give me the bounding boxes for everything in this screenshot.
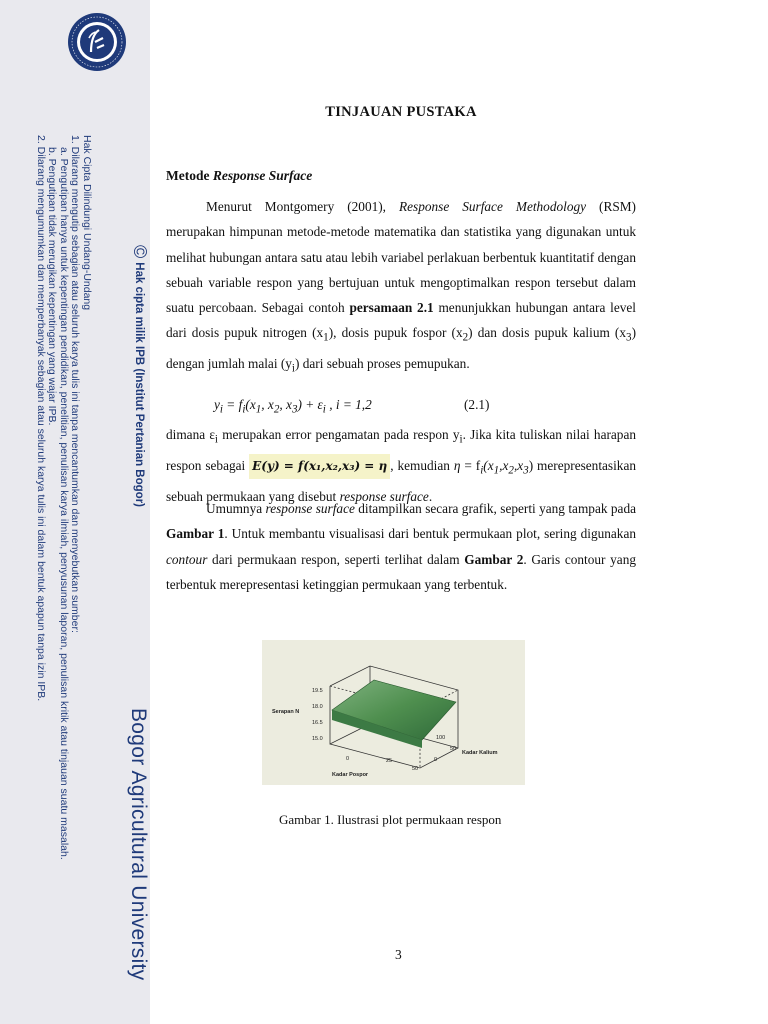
text-italic: contour (166, 551, 208, 567)
z-axis-label: Serapan N (272, 709, 300, 715)
text: , kemudian (390, 457, 454, 473)
text: (RSM) merupakan himpunan metode-metode matematika dan statistika yang digunakan untuk melihat hubungan antara satu atau lebih variabel perlakuan berbentuk kuantitatif dengan sebuah variable respon yang bertujuan untuk mengoptimalkan respon tersebut dalam suatu percobaan. Sebagai contoh (166, 199, 636, 316)
text: Menurut Montgomery (2001), (206, 199, 400, 214)
text: ) dan dosis pupuk kalium (x (468, 325, 627, 341)
watermark-line: b. Pengutipan tidak merugikan kepentingan yang wajar IPB. (46, 147, 59, 426)
text: (x (483, 457, 494, 473)
text: x (517, 457, 524, 473)
y-tick: 100 (436, 735, 446, 741)
text: x (502, 457, 509, 473)
subheading-plain: Metode (166, 168, 213, 183)
eq-part: ) + ε (297, 397, 323, 412)
subsection-heading (166, 168, 312, 184)
eq-part: , x (279, 397, 292, 412)
text: . Untuk membantu visualisasi dari bentuk permukaan plot, sering digunakan (224, 526, 636, 542)
text: ditampilkan secara grafik, seperti yang tampak pada (354, 501, 636, 516)
text: ), dosis pupuk fospor (x (328, 325, 463, 341)
subscript: i (214, 433, 218, 446)
watermark-notice (35, 135, 93, 860)
text: . (428, 488, 433, 504)
x-tick: 25 (386, 758, 393, 764)
y-tick: 0 (434, 757, 438, 763)
watermark-line: Hak Cipta Dilindungi Undang-Undang (81, 135, 93, 311)
text-italic: response surface (265, 501, 355, 516)
watermark-strip (0, 0, 150, 1024)
paragraph-rsm-definition (166, 194, 636, 382)
eq-sub: i (322, 403, 326, 416)
y-tick: 50 (450, 746, 457, 752)
subscript: 3 (626, 332, 632, 345)
ipb-logo-icon (67, 12, 127, 72)
paragraph-graphical-display (166, 496, 636, 597)
subscript: i (459, 433, 463, 446)
paragraph-error-definition: dimana $\varepsilon_i$ merupakan error pengamatan pada respon $y_i$. Jika kita tuliskan nilai harapan respon sebagai E(y) = f(x₁,x₂,x₃) = η , kemudian $\eta = f_i(x_1,x_2,x_3)$ merepresentasikan sebuah permukaan yang disebut response surface. (166, 427, 637, 504)
eq-part: = f (222, 397, 243, 412)
x-tick: 0 (346, 756, 350, 762)
subscript: i (480, 464, 484, 477)
text-bold: Gambar 2 (464, 551, 524, 567)
response-surface-figure (262, 640, 525, 785)
eq-part: y (214, 397, 220, 412)
text: merupakan error pengamatan pada respon y (218, 427, 460, 442)
subscript: i (291, 363, 295, 376)
figure-caption: Gambar 1. Ilustrasi plot permukaan respon (279, 812, 502, 827)
subheading-italic: Response Surface (212, 168, 313, 183)
text: . Jika kita tuliskan nilai harapan respon sebagai (166, 427, 637, 473)
watermark-line: 1. Dilarang mengutip sebagian atau seluruh karya tulis ini tanpa mencantumkan dan menyebutkan sumber: (69, 135, 82, 633)
x-axis-label: Kadar Pospor (332, 772, 369, 778)
y-axis-label: Kadar Kalium (462, 750, 498, 756)
page-number: 3 (395, 947, 402, 962)
eq-sub: i (219, 403, 223, 416)
text-italic: Response Surface Methodology (399, 199, 587, 214)
text: = f (460, 457, 481, 473)
equation-number: (2.1) (464, 397, 490, 412)
eq-sub: i (242, 403, 246, 416)
text: ) dari sebuah proses pemupukan. (295, 356, 470, 372)
text: ) merepresentasikan sebuah permukaan yang disebut (166, 457, 636, 504)
text-italic: response surface (339, 488, 429, 504)
text-bold: Gambar 1 (166, 526, 225, 542)
eq-part: , x (261, 397, 274, 412)
university-name: Bogor Agricultural University (127, 708, 150, 981)
text: ) dengan jumlah malai (y (166, 325, 636, 372)
expected-value-formula: E(y) = f(x₁,x₂,x₃) = η (249, 454, 390, 479)
section-heading: TINJAUAN PUSTAKA (325, 104, 477, 120)
subscript: 1 (323, 332, 329, 345)
text: dimana ε (166, 427, 215, 442)
watermark-line: 2. Dilarang mengumumkan dan memperbanyak sebagian atau seluruh karya tulis ini dalam bentuk apapun tanpa izin IPB. (35, 135, 47, 702)
equation-2-1: $y_i = f_i(x_1$, $x_2$, $x_3) + \varepsilon_i$ , i = 1,2 (2.1) (214, 397, 490, 416)
copyright-text: Hak cipta milik IPB (Institut Pertanian Bogor) (133, 262, 145, 507)
z-tick: 18.0 (312, 704, 323, 710)
z-tick: 16.5 (312, 720, 323, 726)
text-italic: η (453, 457, 461, 473)
text: . Garis contour yang terbentuk merepresentasi ketinggian permukaan yang terbentuk. (166, 551, 636, 592)
text: menunjukkan hubungan antara level dari dosis pupuk nitrogen (x (166, 300, 636, 341)
text: dari permukaan respon, seperti terlihat dalam (207, 551, 465, 567)
eq-part: , i = 1,2 (325, 397, 372, 412)
eq-part: (x (245, 397, 256, 412)
surface-plot (262, 640, 525, 785)
subscript: 2 (462, 332, 469, 345)
text-bold: persamaan 2.1 (349, 300, 434, 316)
text: Umumnya (206, 501, 266, 516)
copyright-icon: © (130, 245, 150, 259)
x-tick: 50 (412, 766, 419, 772)
watermark-line: a. Pengutipan hanya untuk kepentingan pendidikan, penelitian, penulisan karya ilmiah, penyusunan laporan, penulisan kritik atau tinjauan suatu masalah. (58, 147, 70, 860)
z-tick: 15.0 (312, 736, 323, 742)
copyright-notice (129, 245, 150, 507)
z-tick: 19.5 (312, 688, 323, 694)
